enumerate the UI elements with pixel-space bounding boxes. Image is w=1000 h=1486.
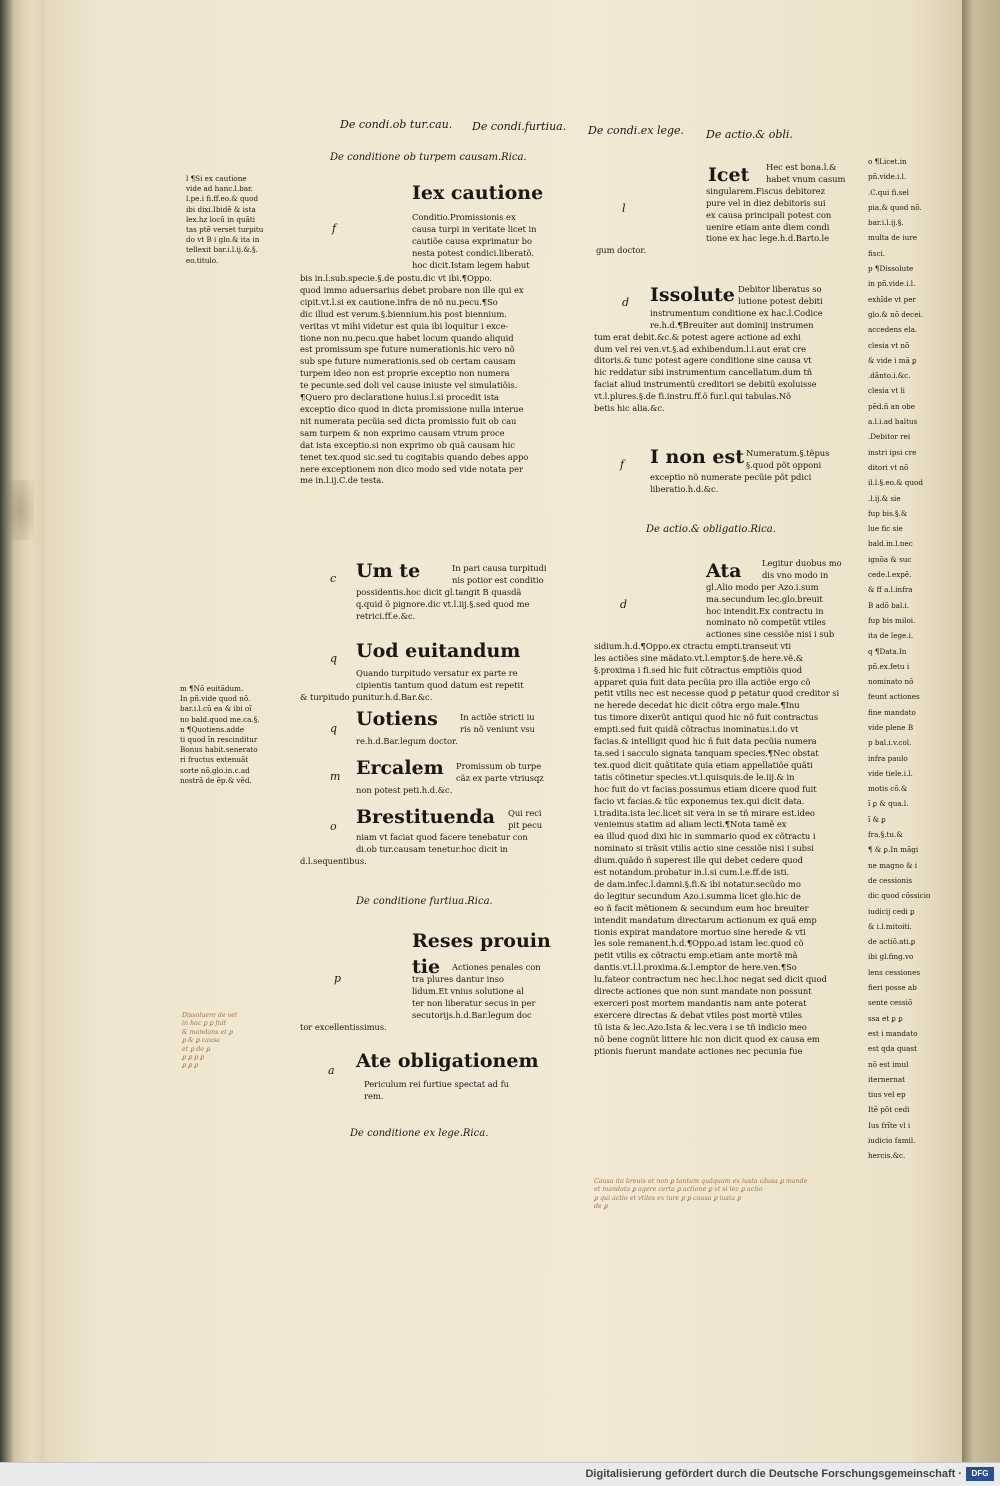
text-line: ptionis fuerunt mandate actiones nec pecunia fue (594, 1045, 803, 1056)
text-line: instrumentum conditione ex hac.l.Codice (650, 307, 823, 318)
margin-line: exhĩde vt per (868, 294, 916, 304)
text-line: sub spe future numerationis.sed ob certam causam (300, 356, 516, 367)
text-line: veniemus statim ad aliam lecti.¶Nota tamẽ ex (594, 819, 787, 830)
hand-line: in hac ꝑ ꝑ fuit (182, 1020, 227, 1028)
text-line: est promissum spe future numerationis.hic vero nõ (300, 344, 515, 355)
text-line: eo ñ facit mẽtionem & secundum eum hoc breuiter (594, 902, 809, 913)
book-edge-right (962, 0, 1000, 1462)
text-line: tione non nu.pecu.que habet locum quando aliquid (300, 332, 514, 343)
text-line: te pecunie.sed doli vel cause iniuste vel simulatiõis. (300, 380, 518, 391)
text-line: habet vnum casum (766, 173, 846, 184)
margin-line: hercis.&c. (868, 1151, 906, 1161)
text-line: nesta potest condici.liberatõ. (412, 247, 535, 258)
paper-stain (6, 480, 34, 540)
text-line: lutione potest debiti (738, 295, 823, 306)
margin-line: pñ.ex.fetu i (868, 661, 910, 671)
text-line: Qui reci (508, 808, 542, 818)
marginal-letter-m: m (330, 770, 341, 783)
text-line: q.quid õ pignore.dic vt.l.iij.§.sed quod me (356, 598, 530, 609)
text-line: nere exceptionem non dico modo sed vide notata per (300, 463, 523, 474)
text-line: do legitur secundum Azo.i.summa licet glo.hic de (594, 890, 801, 901)
text-line: tor excellentissimus. (300, 1021, 387, 1032)
margin-line: iternernat (868, 1074, 905, 1084)
text-line: tra plures dantur inso (412, 973, 504, 984)
text-line: possidentis.hoc dicit gl.tangit B quasdã (356, 586, 522, 597)
lemma-1-text (412, 212, 536, 272)
hand-line: et ꝑ de ꝑ (182, 1045, 211, 1053)
text-line: veritas vt mihi videtur est quia ibi loquitur i exce- (300, 320, 509, 331)
text-line: lidum.Et vnius solutione al (412, 985, 524, 996)
margin-line: sorte nõ.glo.in.c.ad (180, 765, 250, 775)
margin-line: tas ptẽ verset turpitu (186, 225, 264, 235)
lemma-5-text (356, 761, 544, 797)
margin-line: In pñ.vide quod nõ. (180, 694, 251, 704)
margin-line: fieri posse ab (868, 983, 917, 993)
lemma-dissolute: Issolute (650, 284, 735, 306)
margin-line: ĩ ꝑ & qua.l. (868, 799, 909, 809)
text-line: nominato si trãsit vtilis actio sine cessiõe nisi i subsi (594, 843, 814, 854)
margin-line: & i.l.mitoiti. (868, 921, 912, 931)
margin-line: fra.§.tu.& (868, 830, 903, 840)
marginal-letter-a: a (328, 1064, 335, 1077)
text-line: Hec est bona.l.& (766, 162, 837, 172)
margin-line: Ius frĩte vl i (868, 1120, 911, 1130)
text-line: singularem.Fiscus debitorez (706, 185, 825, 196)
text-line: ter non liberatur secus in per (412, 997, 536, 1008)
text-line: bis in.l.sub.specie.§.de postu.dic vt ibi.¶Oppo. (300, 273, 492, 283)
text-line: tus timore dixerũt antiqui quod hic nõ fuit contractus (594, 712, 819, 723)
text-line: Quando turpitudo versatur ex parte re (356, 668, 518, 678)
margin-line: motis cõ.& (868, 784, 908, 794)
text-line: cipientis tantum quod datum est repetit (356, 679, 524, 690)
text-line: Legitur duobus mo (762, 558, 842, 568)
text-line: nit numerata pecũia sed dicta promissio fuit ob cau (300, 415, 517, 426)
text-line: ma.secundum lec.glo.breuit (706, 593, 823, 604)
lemma-3-text (300, 668, 524, 704)
margin-line: dic quod cõssicio (868, 891, 931, 901)
text-line: rem. (364, 1090, 384, 1101)
text-line: exceptio dico quod in dicta promissione nulla interue (300, 403, 524, 414)
left-marginal-note-1 (186, 174, 263, 266)
text-line: apparet quia fuit data pecũia pro illa actiõe ergo cõ (594, 676, 811, 687)
text-line: non potest peti.h.d.&c. (356, 784, 453, 795)
text-line: me in.l.ij.C.de testa. (300, 475, 384, 486)
margin-line: iudicij cedi ꝑ (868, 906, 915, 916)
lemma-4-text (356, 712, 535, 748)
text-line: dis vno modo in (762, 569, 829, 580)
hand-line: ꝑ ꝑ ꝑ (182, 1062, 198, 1070)
rubric-condictio-furtiua: De conditione furtiua.Rica. (356, 896, 493, 907)
marginal-letter-c: c (330, 572, 337, 585)
text-line: ditoris.& tunc potest agere conditione sine causa vt (594, 355, 812, 366)
text-line: empti.sed fuit quidã cõtractus inominatus.i.do vt (594, 724, 799, 735)
margin-line: .l.ij.& sie (868, 493, 901, 503)
margin-line: bald.in.l.nec (868, 539, 913, 549)
text-line: sidium.h.d.¶Oppo.ex ctractu empti.transeut vti (594, 640, 791, 651)
text-line: ta.sed i sacculo signata tanquam species.¶Nec obstat (594, 747, 819, 758)
text-line: di.ob tur.causam tenetur.hoc dicit in (356, 843, 508, 854)
text-line: Promissum ob turpe (456, 761, 542, 771)
text-line: facias.& intelligit quod hic ñ fuit data pecũia numera (594, 736, 817, 747)
text-line: Conditio.Promissionis ex (412, 212, 516, 222)
text-line: nominato nõ competũt vtiles (706, 617, 826, 627)
left-marginal-note-2 (180, 684, 260, 786)
margin-line: q ¶Data.In (868, 646, 907, 656)
text-line: betis hic alia.&c. (594, 403, 665, 414)
margin-line: nõ est imul (868, 1059, 909, 1069)
margin-line: bar.i.l.ij.§. (868, 218, 904, 228)
marginal-letter-d: d (622, 296, 630, 309)
lemma-2-text (356, 563, 547, 623)
text-line: Actiones penales con (452, 962, 541, 972)
text-line: vt.l.plures.§.de fi.instru.ff.õ fur.l.qui tabulas.Nõ (594, 391, 791, 402)
margin-line: fup bis miloi. (868, 615, 916, 625)
margin-line: ignõa & suc (868, 554, 912, 564)
lemma-c2-1-text (596, 162, 846, 257)
margin-line: nominato nõ (868, 677, 914, 687)
text-line: causa turpi in veritate licet in (412, 223, 537, 234)
text-line: exceptio nõ numerate pecũie põt pdici (650, 471, 812, 482)
marginal-letter-d: d (620, 598, 628, 611)
margin-line: fine mandato (868, 707, 916, 717)
margin-line: tellexit bar.i.l.ij.&.§. (186, 245, 258, 255)
bottom-handwritten-note (594, 1178, 807, 1212)
margin-line: ne magno & i (868, 860, 918, 870)
text-line: In actiõe stricti iu (460, 712, 535, 722)
running-header-4: De actio.& obli. (706, 128, 793, 141)
text-line: tatis cõtinetur species.vt.l.quisquis.de le.iij.& in (594, 771, 795, 782)
text-line: hoc fuit do vt facias.possumus etiam dicere quod fuit (594, 783, 817, 794)
lemma-c2-4-text (706, 558, 842, 618)
text-line: exerceri post mortem mandantis nam ante poterat (594, 998, 807, 1008)
margin-line: tius vel ep (868, 1090, 906, 1100)
margin-line: fup bis.§.& (868, 508, 908, 518)
lemma-mercalem: Ercalem (356, 757, 444, 779)
margin-line: & ff a.l.infra (868, 585, 913, 595)
text-line: & turpitudo punitur.h.d.Bar.&c. (300, 691, 433, 702)
margin-line: multa de iure (868, 233, 917, 243)
margin-line: il.l.§.eo.& quod (868, 478, 923, 488)
margin-line: eo.titulo. (186, 255, 219, 265)
hand-line: Causa ita breuis et non ꝑ tantum quãquam ex iusta cãusa ꝑ mande (594, 1178, 808, 1185)
text-line: Debitor liberatus so (738, 284, 822, 294)
margin-line: ibi gl.fing.vo (868, 952, 914, 962)
text-line: tenet tex.quod sic.sed tu cogitabis quando debes appo (300, 451, 529, 462)
text-line: d.l.sequentibus. (300, 855, 367, 866)
margin-line: no bald.quod me.ca.§. (180, 714, 260, 724)
hand-line: Dissoluere de vel (182, 1012, 237, 1019)
lemma-data: Ata (706, 560, 742, 582)
text-line: liberatio.h.d.&c. (650, 483, 719, 494)
margin-line: Itẽ põt cedi (868, 1105, 910, 1115)
text-line: les sole remanent.h.d.¶Oppo.ad istam lec.quod cõ (594, 938, 804, 949)
hand-line: ꝑ ꝑ ꝑ ꝑ (182, 1054, 204, 1062)
margin-line: m ¶Nõ euitãdum. (180, 684, 244, 693)
text-line: Numeratum.§.tẽpus (746, 448, 830, 458)
text-line: Periculum rei furtiue spectat ad fu (364, 1079, 509, 1089)
text-line: re.h.d.¶Breuiter aut dominij instrumen (650, 319, 814, 330)
margin-line: pẽd.ñ an obe (868, 401, 916, 411)
commentary-paragraph-data (594, 617, 839, 1058)
text-line: §.quod põt opponi (746, 459, 822, 470)
text-line: pure vel in diez debitoris sui (706, 197, 826, 208)
text-line: dum vel rei ven.vt.§.ad exhibendum.l.i.aut erat cre (594, 343, 807, 354)
margin-line: vide ad hanc.l.bar. (186, 184, 253, 194)
text-line: nis potior est conditio (452, 574, 544, 585)
text-line: tũ ista & lec.Azo.Ista & lec.vera i se tñ indicio meo (594, 1021, 807, 1032)
text-line: cãz ex parte vtriusqz (456, 772, 544, 783)
margin-line: pñ.vide.i.l. (868, 172, 907, 182)
margin-line: ¶ & ꝑ.In mãgi (868, 845, 919, 855)
text-line: tionis expirat mandatore mortuo sine herede & vti (594, 926, 806, 937)
text-line: i.tradita.ista lec.licet sit vera in se tñ mirare est.ideo (594, 807, 815, 818)
margin-line: iudicio famil. (868, 1136, 916, 1145)
right-marginal-notes (868, 154, 930, 1164)
margin-line: bar.i.l.cũ ea & ibi oĩ (180, 704, 252, 714)
text-line: ea illud quod dixi hic in summario quod ex cõtractu i (594, 831, 816, 842)
text-line: quod immo aduersarius debet probare non ille qui ex (300, 284, 524, 295)
left-handwritten-note (182, 1012, 237, 1071)
lemma-si-non-est: I non est (650, 446, 744, 468)
marginal-letter-q: q (330, 722, 338, 735)
footer-bar (0, 1462, 1000, 1486)
lemma-preses-prouintie: Reses prouin (412, 930, 551, 952)
margin-line: ita de lege.i. (868, 631, 914, 641)
margin-line: est qda quast (868, 1044, 917, 1054)
text-line: petit vtilis ex cõtractu emp.etiam ante mortẽ mã (594, 950, 798, 961)
funding-credit: Digitalisierung gefördert durch die Deutsche Forschungsgemeinschaft · (585, 1468, 962, 1480)
marginal-letter-q: q (330, 652, 338, 665)
margin-line: ibi dixi.Ibidẽ & ista (186, 204, 256, 214)
margin-line: .Debitor rei (868, 432, 911, 442)
margin-line: feunt actiones (868, 692, 920, 702)
marginal-letter-o: o (330, 820, 337, 833)
margin-line: ssa et ꝑ ꝑ (868, 1013, 903, 1023)
text-line: hic reddatur sibi instrumentum cancellatum.dum tñ (594, 367, 813, 378)
margin-line: infra paulo (868, 753, 908, 763)
text-line: tum erat debit.&c.& potest agere actione ad exhi (594, 331, 801, 342)
text-line: ne herede decedat hic dicit cõtra ergo male.¶Inu (594, 700, 800, 711)
text-line: est notandum.probatur in.l.si cum.l.e.ff.de isti. (594, 867, 790, 878)
margin-line: lens cessiones (868, 967, 921, 977)
hand-line: & mandans et ꝑ (182, 1028, 233, 1036)
lemma-c2-2-text (594, 284, 823, 415)
margin-line: o ¶Licet.in (868, 157, 907, 166)
text-line: secutorijs.h.d.Bar.legum doc (412, 1009, 532, 1020)
lemma-quotiens: Uotiens (356, 708, 438, 730)
text-line: turpem ideo non est proprie exceptio non numera (300, 368, 510, 379)
text-line: petit vtilis nec est necesse quod ꝑ petatur quod creditor si (594, 688, 840, 699)
hand-line: de ꝑ (594, 1203, 608, 1211)
text-line: niam vt faciat quod facere tenebatur con (356, 831, 528, 842)
margin-line: cede.l.expẽ. (868, 570, 912, 580)
rubric-condictio-ob-turpem: De conditione ob turpem causam.Rica. (330, 152, 527, 163)
margin-line: de cessionis (868, 875, 913, 885)
margin-line: clesia vt li (868, 386, 905, 396)
text-line: cautiõe causa exprimatur bo (412, 235, 532, 246)
rubric-condictio-ex-lege: De conditione ex lege.Rica. (350, 1128, 489, 1139)
text-line: lu.fateor contractum nec hec.l.hoc negat sed dicit quod (594, 974, 827, 985)
text-line: uenire etiam ante diem condi (706, 221, 830, 232)
book-edge-left (0, 0, 48, 1462)
text-line: faciat aliud instrumentũ creditori se debitũ exoluisse (594, 379, 817, 390)
rubric-de-actionibus: De actio.& obligatio.Rica. (646, 524, 776, 535)
margin-line: l.pe.i fi.ff.eo.& quod (186, 194, 259, 204)
margin-line: vide tiele.i.l. (868, 768, 913, 778)
lemma-licet: Icet (708, 164, 750, 186)
margin-line: nostrã de ẽp.& vẽd. (180, 775, 252, 785)
lemma-c2-3-text (650, 448, 829, 496)
margin-line: ri fructus extenuãt (180, 755, 249, 765)
text-line: intendit mandatum directarum actionum ex quã emp (594, 914, 817, 925)
text-line: nõ bene cognũt littere hic non dicit quod ex causa em (594, 1033, 820, 1044)
margin-line: do vt B i glo.& ita in (186, 235, 260, 245)
lemma-prouintie-cont: tie (412, 956, 441, 978)
margin-line: sente cessiõ (868, 998, 913, 1008)
lemma-8-text (364, 1079, 509, 1103)
marginal-letter-p: p (334, 972, 342, 985)
margin-line: de actiõ.ati.ꝑ (868, 937, 916, 947)
lemma-7-text (300, 962, 541, 1033)
margin-line: .C.qui fi.sel (868, 187, 909, 197)
margin-line: l ¶Si ex cautione (186, 174, 247, 183)
margin-line: Bonus habit.senerato (180, 745, 258, 755)
text-line: sam turpem & non exprimo causam vtrum proce (300, 427, 505, 438)
margin-line: instri ipsi cre (868, 447, 917, 457)
lemma-6-text (300, 808, 543, 868)
margin-line: n ¶Quotiens.adde (180, 724, 245, 734)
hand-line: et mandata ꝑ agere certa ꝑ actione ꝑ vt si lec ꝑ actio (594, 1186, 763, 1194)
marginal-letter-f: f (332, 222, 337, 235)
margin-line: glo.& nõ decei. (868, 309, 924, 319)
text-line: dium.quãdo ñ superest ille qui debet cedere quod (594, 855, 803, 866)
text-line: In pari causa turpitudi (452, 563, 547, 573)
lemma-cum-te: Um te (356, 560, 421, 582)
margin-line: p bal.i.v.col. (868, 738, 912, 748)
margin-line: accedens ela. (868, 325, 918, 335)
text-line: ¶Quero pro declaratione huius.l.si procedit ista (300, 392, 499, 403)
text-line: dat ista exceptio.si non exprimo ob quã causam hic (300, 439, 515, 450)
text-line: facio vt facias.& tũc exponemus tex.qui dicit data. (594, 795, 805, 806)
text-line: directe actiones que non sunt mandate non possunt (594, 986, 812, 997)
commentary-paragraph-1 (300, 273, 528, 487)
margin-line: lex.hz locũ in quãti (186, 214, 256, 224)
lemma-si-ex-cautione: Iex cautione (412, 182, 544, 204)
margin-line: & vide i mã ꝑ (868, 355, 917, 365)
margin-line: in pñ.vide.i.l. (868, 279, 916, 289)
hand-line: ꝑ & ꝑ causa (182, 1037, 220, 1045)
margin-line: vide plene B (868, 722, 914, 732)
text-line: ris nõ veniunt vsu (460, 723, 535, 734)
margin-line: est i mandato (868, 1028, 918, 1038)
lemma-ob-restituenda: Brestituenda (356, 806, 495, 828)
text-line: retrici.ff.e.&c. (356, 610, 416, 621)
margin-line: pia.& quod nõ. (868, 202, 922, 212)
margin-line: a.l.i.ad baltus (868, 417, 918, 427)
running-header-2: De condi.furtiua. (472, 120, 567, 133)
margin-line: ti quod ĩn rescinditur (180, 735, 258, 745)
marginal-letter-f: f (620, 458, 625, 471)
text-line: tex.quod dicit quãtitate quia etiam appellatiõe quãti (594, 759, 813, 770)
margin-line: .dãnto.i.&c. (868, 371, 911, 381)
margin-line: fisci. (868, 248, 886, 258)
text-line: actiones sine cessiõe nisi i sub (706, 628, 835, 639)
text-line: cipit.vt.l.si ex cautione.infra de nõ nu.pecu.¶So (300, 296, 498, 307)
text-line: re.h.d.Bar.legum doctor. (356, 735, 458, 746)
text-line: exercere directas & debat vtiles post mortẽ vtiles (594, 1009, 803, 1020)
text-line: §.proxima i fi.sed hic fuit cõtractus emptiõis quod (594, 664, 803, 675)
text-line: ex causa principali potest con (706, 209, 832, 220)
text-line: gl.Alio modo per Azo.i.sum (706, 581, 819, 592)
marginal-letter-l: l (622, 202, 626, 215)
text-line: tione ex hac lege.h.d.Barto.le (706, 233, 830, 244)
margin-line: lue fic sie (868, 524, 903, 534)
hand-line: ꝑ qui actio et vtiles ex iure ꝑ ꝑ causa ꝑ iusta ꝑ (594, 1194, 742, 1202)
text-line: de dam.infec.l.damni.§.fi.& ibi notatur.secũdo mo (594, 878, 801, 889)
text-line: pit pecu (508, 819, 543, 830)
lemma-post-obligationem: Ate obligationem (356, 1050, 539, 1072)
text-line: dantis.vt.l.l.proxima.&.l.emptor de here.ven.¶So (594, 962, 797, 973)
lemma-quod-euitandum: Uod euitandum (356, 640, 521, 662)
running-header-1: De condi.ob tur.cau. (340, 118, 453, 131)
margin-line: clesia vt nõ (868, 340, 910, 350)
margin-line: ditori vt nõ (868, 462, 909, 472)
text-line: hoc dicit.Istam legem habut (412, 259, 530, 270)
text-line: dic illud est verum.§.biennium.his post biennium. (300, 308, 507, 319)
margin-line: p ¶Dissolute (868, 264, 914, 274)
text-line: les actiões sine mãdato.vt.l.emptor.§.de here.vẽ.& (594, 652, 804, 663)
running-header-3: De condi.ex lege. (588, 124, 685, 137)
margin-line: ĩ & ꝑ (868, 814, 886, 824)
text-line: gum doctor. (596, 245, 647, 256)
text-line: hoc intendit.Ex contractu in (706, 605, 824, 616)
margin-line: B adõ bal.i. (868, 600, 910, 610)
dfg-logo: DFG (966, 1467, 994, 1481)
